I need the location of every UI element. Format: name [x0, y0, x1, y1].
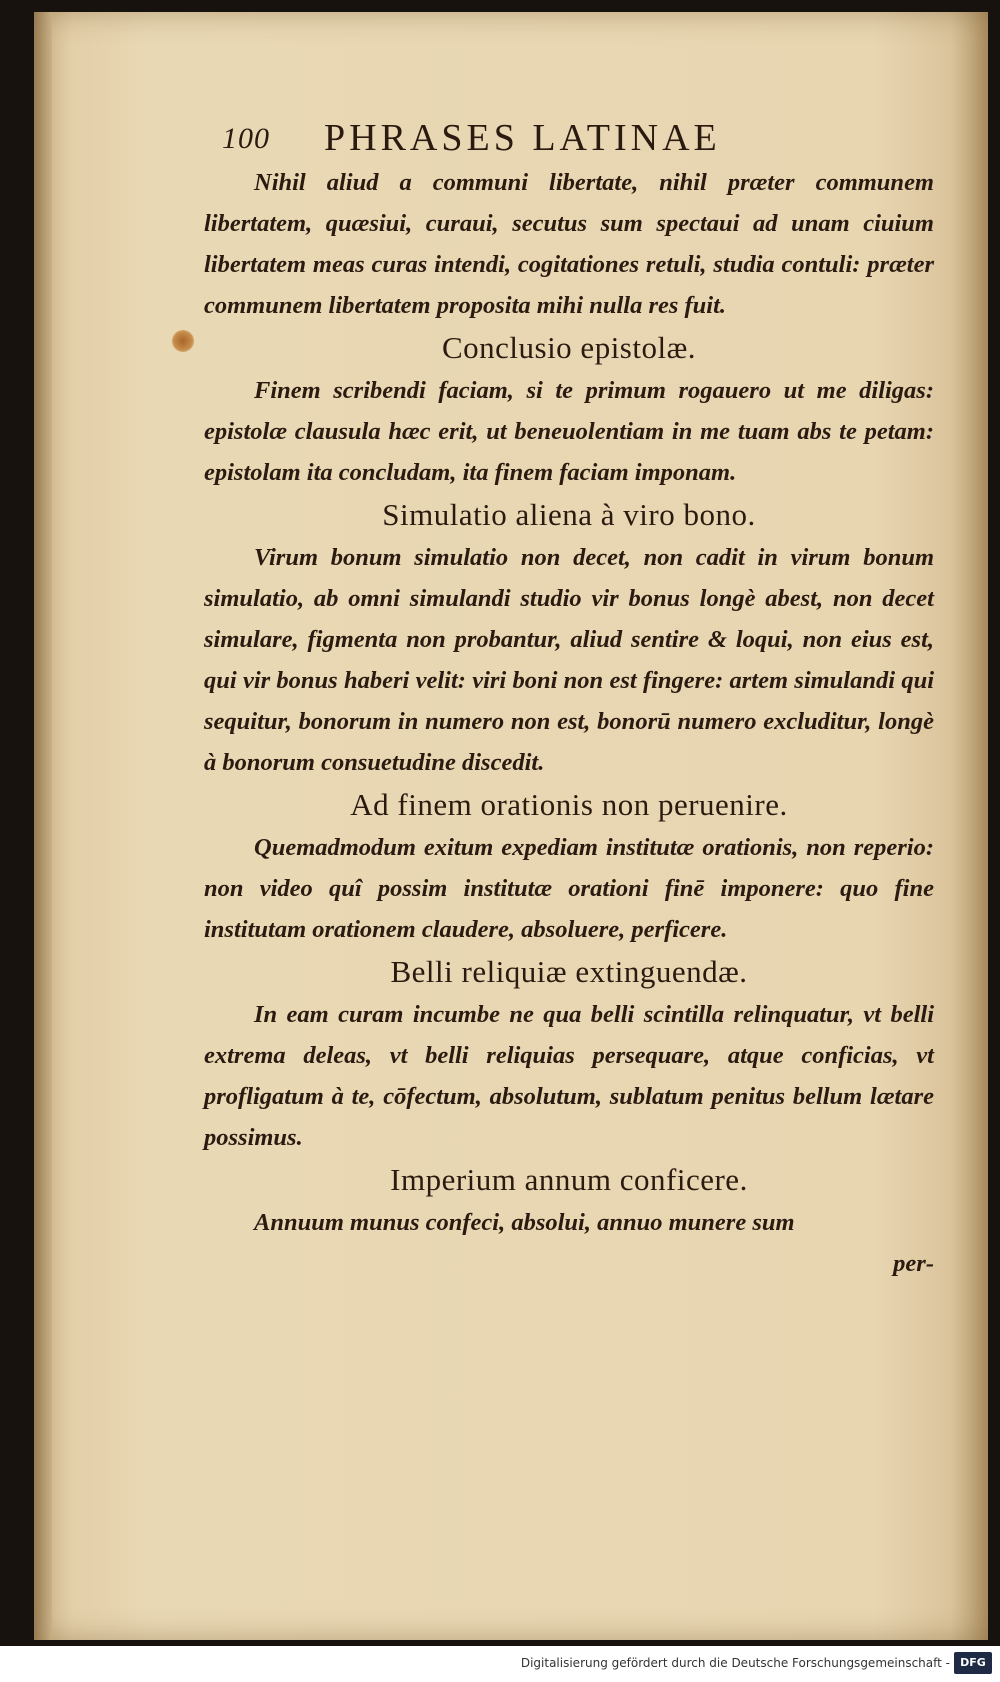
page-content	[204, 112, 934, 1284]
footer-credit: Digitalisierung gefördert durch die Deutsche Forschungsgemeinschaft -	[520, 1656, 950, 1670]
section-body: Annuum munus confeci, absolui, annuo munere sum	[254, 1209, 795, 1236]
dfg-logo-icon: DFG	[954, 1652, 992, 1674]
section-imperium	[204, 1158, 934, 1243]
section-belli	[204, 950, 934, 1158]
section-simulatio	[204, 493, 934, 783]
section-title: Ad finem orationis non peruenire.	[350, 787, 788, 822]
page-number: 100	[222, 122, 270, 155]
paper-stain	[172, 330, 194, 352]
section-ad-finem	[204, 783, 934, 950]
section-title: Conclusio epistolæ.	[441, 330, 697, 365]
running-head	[204, 112, 934, 160]
footer-bar	[0, 1646, 1000, 1682]
section-title: Simulatio aliena à viro bono.	[382, 497, 756, 532]
section-body: Finem scribendi faciam, si te primum rogauero ut me diligas: epistolæ clausula hæc erit, ut beneuolentiam in me tuam abs te petam: epistolam ita concludam, ita finem faciam imponam.	[204, 377, 934, 486]
section-libertas	[204, 162, 934, 326]
section-title: Belli reliquiæ extinguendæ.	[390, 954, 748, 989]
section-body: In eam curam incumbe ne qua belli scintilla relinquatur, vt belli extrema deleas, vt belli reliquias persequare, atque conficias, vt profligatum à te, cōfectum, absolutum, sublatum penitus bellum lætare possimus.	[204, 1001, 934, 1151]
section-body: Quemadmodum exitum expediam institutæ orationis, non reperio: non video quî possim institutæ orationi finē imponere: quo fine institutam orationem claudere, absoluere, perficere.	[204, 834, 934, 943]
running-head-title: PHRASES LATINAE	[324, 117, 721, 159]
section-body: Nihil aliud a communi libertate, nihil præter communem libertatem, quæsiui, curaui, secutus sum spectaui ad unam ciuium libertatem meas curas intendi, cogitationes retuli, studia contuli: præter communem libertatem proposita mihi nulla res fuit.	[204, 169, 934, 319]
section-body: Virum bonum simulatio non decet, non cadit in virum bonum simulatio, ab omni simulandi studio vir bonus longè abest, non decet simulare, figmenta non probantur, aliud sentire & loqui, non eius est, qui vir bonus haberi velit: viri boni non est fingere: artem simulandi qui sequitur, bonorum in numero non est, bonorū numero excluditur, longè à bonorum consuetudine discedit.	[204, 544, 934, 776]
section-conclusio	[204, 326, 934, 493]
section-title: Imperium annum conficere.	[390, 1162, 748, 1197]
catchword: per-	[893, 1250, 934, 1277]
page-edge	[34, 12, 52, 1640]
book-page	[34, 12, 988, 1640]
